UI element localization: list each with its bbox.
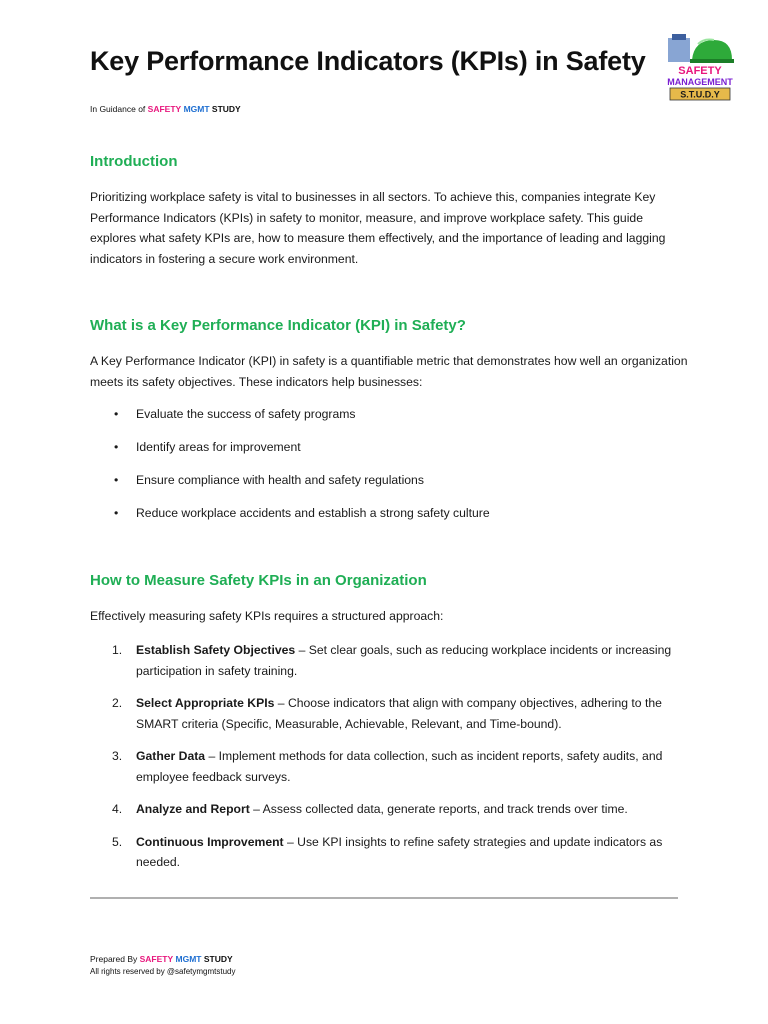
step-number: 1. (112, 643, 123, 657)
list-item: • Reduce workplace accidents and establish a strong safety culture (90, 503, 490, 536)
brand-mgmt: MGMT (183, 104, 210, 114)
guidance-line (90, 104, 241, 114)
brand-study: STUDY (211, 104, 241, 114)
what-is-kpi-text: A Key Performance Indicator (KPI) in safety is a quantifiable metric that demonstrates how well an organization meets its safety objectives. These indicators help businesses: (90, 354, 688, 389)
list-item (90, 640, 690, 681)
introduction-heading: Introduction (90, 153, 178, 170)
footer-prefix: Prepared By (90, 954, 140, 964)
introduction-text: Prioritizing workplace safety is vital to businesses in all sectors. To achieve this, companies integrate Key Performance Indicators (KPIs) in safety to monitor, measure, and improve workplace safety. This guide explores what safety KPIs are, how to measure them effectively, and the importance of leading and lagging indicators in fostering a secure work environment. (90, 190, 666, 266)
what-is-kpi-heading: What is a Key Performance Indicator (KPI) in Safety? (90, 317, 466, 334)
step-text: – Set clear goals, such as reducing workplace incidents or increasing participation in safety training. (136, 643, 672, 678)
footer-brand-mgmt: MGMT (175, 954, 202, 964)
list-item (90, 832, 690, 873)
step-title: Gather Data (136, 749, 206, 763)
step-text: – Implement methods for data collection, such as incident reports, safety audits, and employee feedback surveys. (136, 749, 663, 784)
step-title: Continuous Improvement (136, 834, 284, 849)
svg-text:MANAGEMENT: MANAGEMENT (667, 77, 733, 87)
step-title: Select Appropriate KPIs (136, 696, 275, 710)
step-number: 3. (112, 749, 123, 763)
list-item: • Evaluate the success of safety programs (90, 404, 490, 437)
list-item: • Identify areas for improvement (90, 437, 490, 470)
step-text: – Assess collected data, generate reports, and track trends over time. (249, 802, 628, 816)
step-number: 2. (112, 696, 123, 710)
list-item (90, 799, 690, 820)
kpi-benefits-list (90, 404, 490, 536)
step-title: Establish Safety Objectives (136, 643, 296, 657)
how-to-measure-heading: How to Measure Safety KPIs in an Organization (90, 572, 427, 589)
step-number: 4. (112, 802, 123, 816)
footer-brand-study: STUDY (203, 954, 233, 964)
step-number: 5. (112, 834, 123, 849)
list-item: • Ensure compliance with health and safety regulations (90, 470, 490, 503)
footer-prepared-by (90, 954, 233, 964)
list-item (90, 746, 690, 787)
safety-management-study-logo (664, 30, 736, 102)
list-item (90, 693, 690, 734)
step-text: – Choose indicators that align with company objectives, adhering to the SMART criteria (Specific, Measurable, Achievable, Relevant, and Time-bound). (136, 696, 662, 731)
step-text: – Use KPI insights to refine safety strategies and update indicators as needed. (136, 834, 663, 869)
svg-text:SAFETY: SAFETY (678, 65, 722, 77)
brand-safety: SAFETY (147, 104, 182, 114)
page-title: Key Performance Indicators (KPIs) in Safety (90, 46, 646, 76)
svg-text:S.T.U.D.Y: S.T.U.D.Y (680, 89, 720, 100)
footer-brand-safety: SAFETY (139, 954, 174, 964)
how-to-measure-intro: Effectively measuring safety KPIs requires a structured approach: (90, 609, 444, 623)
footer-rights: All rights reserved by @safetymgmtstudy (90, 967, 236, 976)
guidance-prefix: In Guidance of (90, 104, 148, 114)
measurement-steps-list (90, 640, 690, 885)
step-title: Analyze and Report (136, 802, 250, 816)
footer-divider (90, 897, 678, 899)
